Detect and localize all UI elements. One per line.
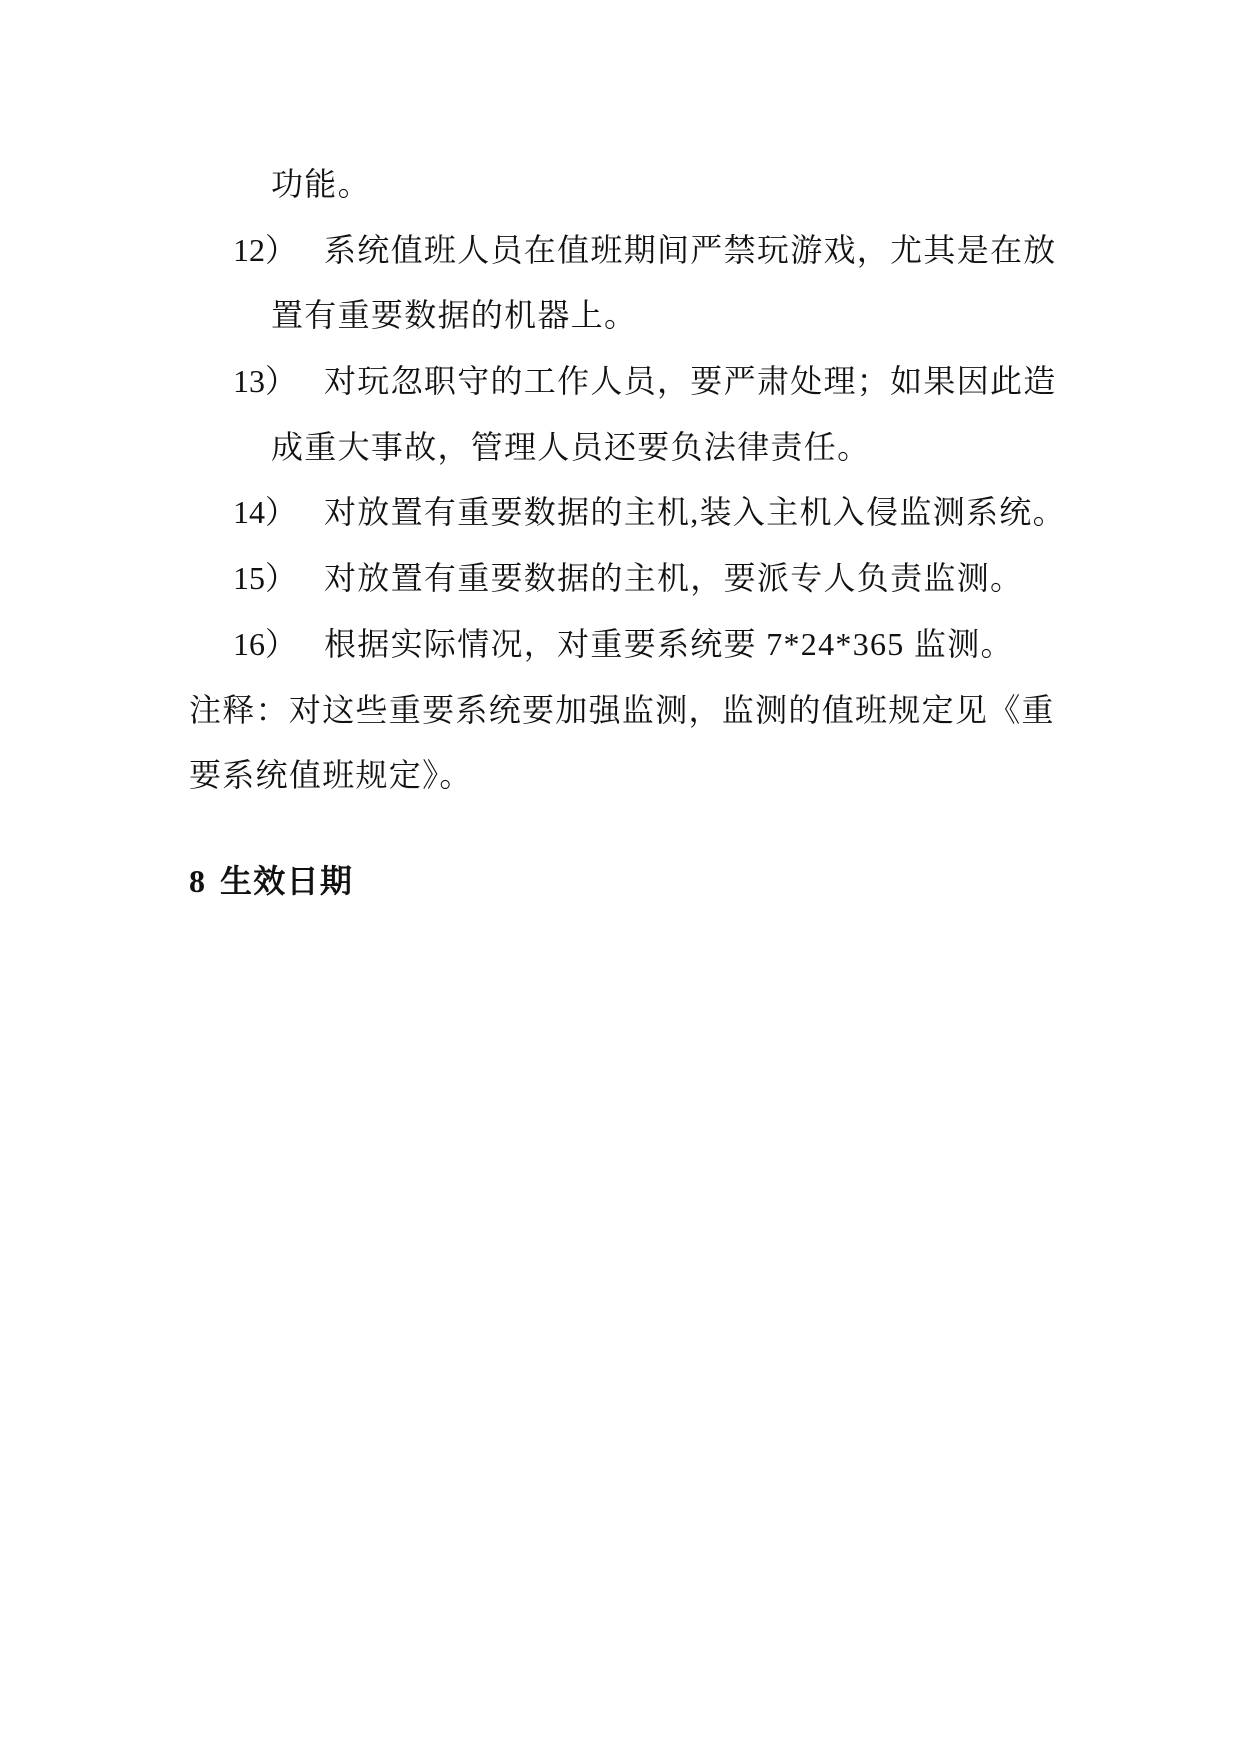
item-number: 16） (233, 626, 298, 662)
item-number: 15） (233, 560, 298, 596)
section-number: 8 (189, 863, 205, 899)
item-text-line: 系统值班人员在值班期间严禁玩游戏，尤其是在放 (324, 232, 1057, 268)
item-number: 14） (233, 494, 298, 530)
item-number: 13） (233, 363, 298, 399)
item-text-line: 对玩忽职守的工作人员，要严肃处理；如果因此造 (324, 363, 1057, 399)
item-text-line: 置有重要数据的机器上。 (271, 297, 638, 333)
item-text-line: 根据实际情况，对重要系统要 7*24*365 监测。 (324, 626, 1014, 662)
section-title: 生效日期 (220, 863, 354, 899)
item-text-line: 成重大事故，管理人员还要负法律责任。 (271, 429, 871, 465)
item-text-line: 对放置有重要数据的主机,装入主机入侵监测系统。 (324, 494, 1066, 530)
note-text-line: 要系统值班规定》。 (189, 757, 473, 793)
item-number: 12） (233, 232, 298, 268)
item-text-line: 对放置有重要数据的主机，要派专人负责监测。 (324, 560, 1024, 596)
note-text-line: 注释：对这些重要系统要加强监测，监测的值班规定见《重 (189, 692, 1055, 728)
continuation-text: 功能。 (271, 166, 371, 202)
